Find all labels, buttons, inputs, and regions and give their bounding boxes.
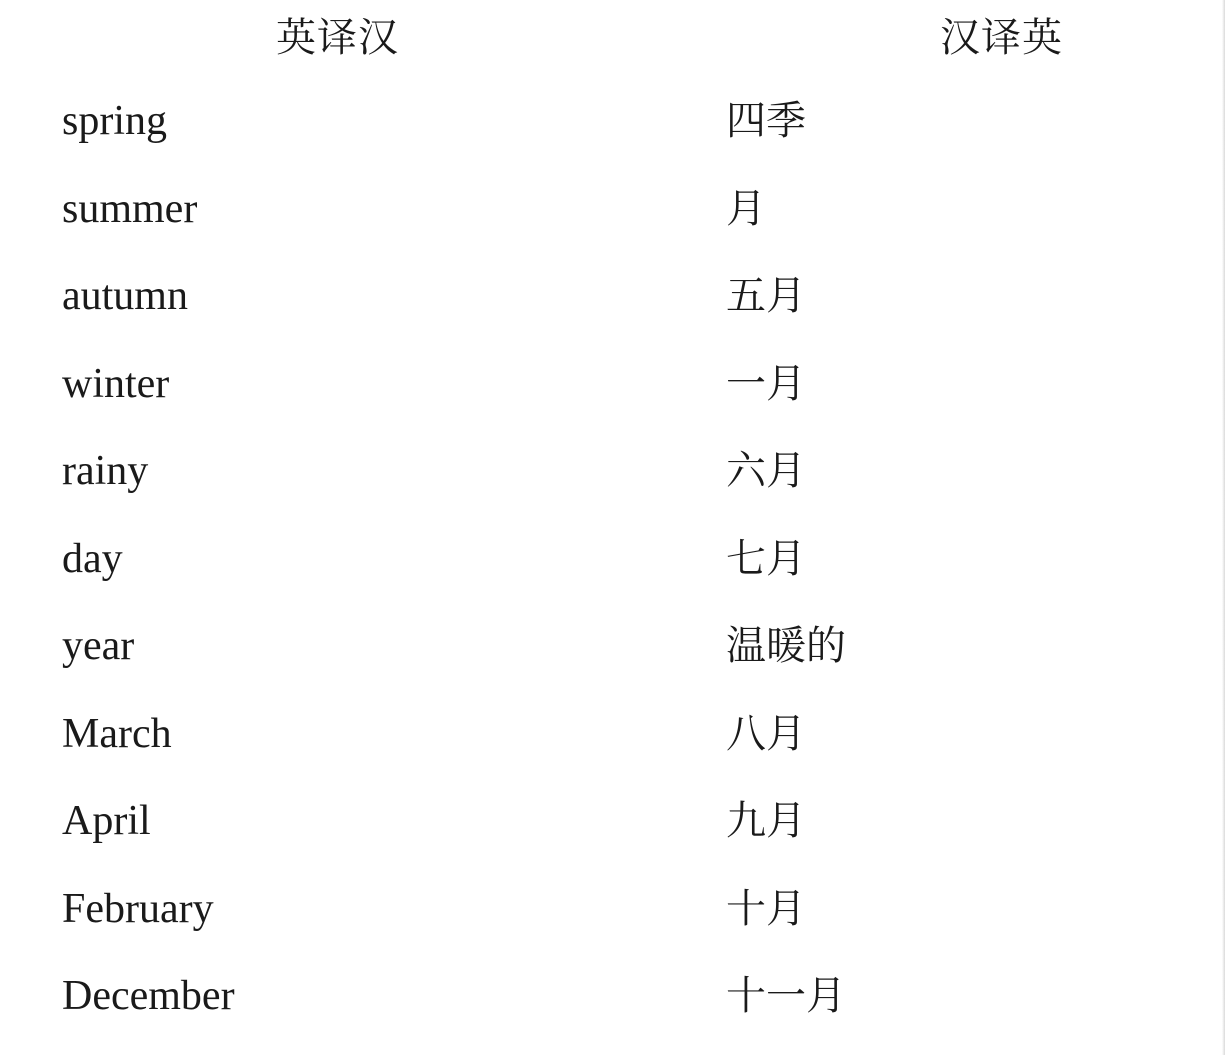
chinese-word-item: 十月 [726, 885, 806, 932]
chinese-word-item: 十一月 [726, 973, 846, 1019]
english-word-item: year [62, 623, 135, 669]
english-word-list [62, 78, 622, 1041]
english-word-item: April [62, 798, 151, 844]
chinese-word-item: 八月 [726, 710, 806, 757]
english-word-item: rainy [62, 448, 149, 494]
chinese-word-item: 六月 [726, 448, 806, 494]
chinese-word-list [726, 78, 1186, 1041]
english-word-item: February [62, 885, 214, 932]
en-to-zh-heading: 英译汉 [276, 15, 399, 61]
chinese-word-item: 月 [726, 185, 766, 232]
english-word-item: summer [62, 185, 198, 232]
english-word-item: day [62, 535, 123, 582]
english-word-item: December [62, 973, 235, 1019]
chinese-word-item: 温暖的 [726, 623, 846, 669]
zh-to-en-heading: 汉译英 [940, 15, 1063, 61]
chinese-word-item: 一月 [726, 360, 806, 407]
chinese-word-item: 七月 [726, 535, 806, 582]
english-word-item: winter [62, 360, 170, 407]
english-word-item: autumn [62, 273, 188, 319]
english-word-item: March [62, 710, 172, 757]
chinese-word-item: 五月 [726, 273, 806, 319]
english-word-item: spring [62, 98, 167, 144]
chinese-word-item: 九月 [726, 798, 806, 844]
chinese-word-item: 四季 [726, 98, 806, 144]
